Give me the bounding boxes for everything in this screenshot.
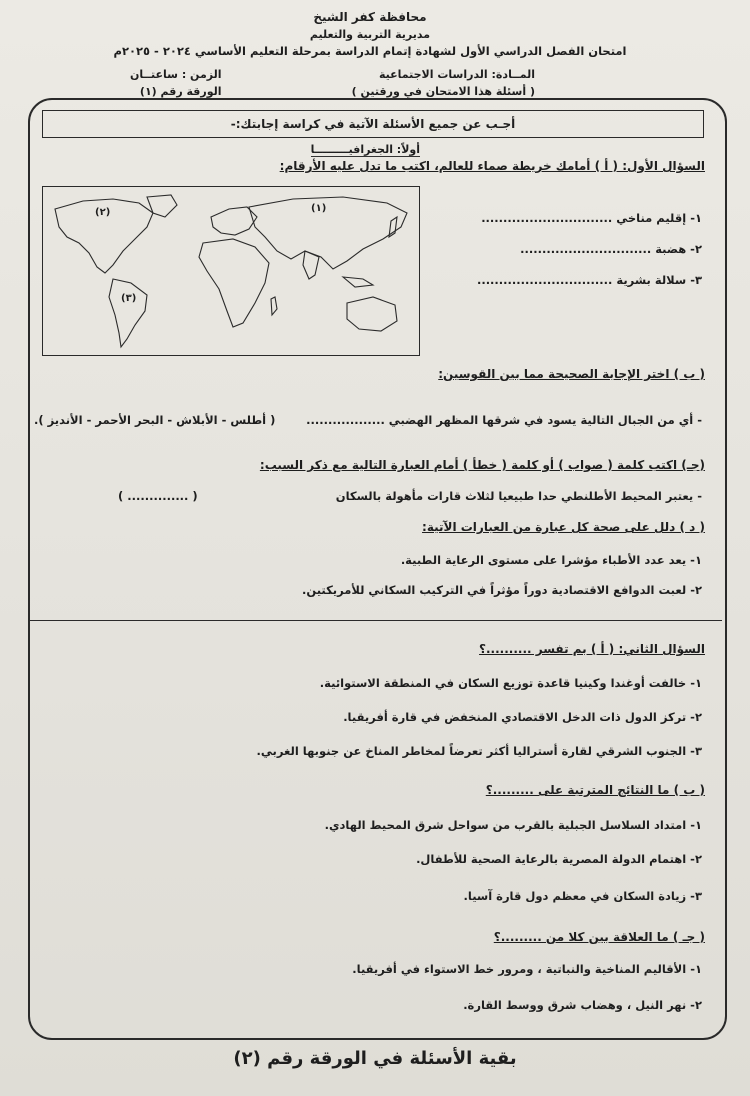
- exam-header: [220, 8, 520, 44]
- q1-item-2: ٢- هضبة ..............................: [520, 242, 702, 256]
- q2-b-item-2: ٢- اهتمام الدولة المصرية بالرعاية الصحية للأطفال.: [416, 852, 702, 866]
- exam-title: امتحان الفصل الدراسي الأول لشهادة إتمام الدراسة بمرحلة التعليم الأساسي ٢٠٢٤ - ٢٠٢٥م: [113, 44, 627, 58]
- map-label-2: (٢): [95, 207, 111, 218]
- world-map: [42, 186, 420, 356]
- governorate-label: محافظة كفر الشيخ: [313, 10, 427, 24]
- q1-item-1: ١- إقليم مناخي ..............................: [481, 211, 702, 225]
- q1-c-title: (جـ) اكتب كلمة ( صواب ) أو كلمة ( خطأ ) أمام العبارة التالية مع ذكر السبب:: [259, 458, 705, 472]
- q2-a-item-2: ٢- تركز الدول ذات الدخل الاقتصادي المنخفض في قارة أفريقيا.: [343, 710, 702, 724]
- section-label: أولاً: الجغرافيـــــــــا: [310, 143, 420, 156]
- q1-d-item-2: ٢- لعبت الدوافع الاقتصادية دوراً مؤثراً في التركيب السكاني للأمريكتين.: [301, 583, 702, 597]
- q2-c-item-1: ١- الأقاليم المناخية والنباتية ، ومرور خط الاستواء في أفريقيا.: [352, 962, 702, 976]
- q2-b-title: ( ب ) ما النتائج المترتبة على .........؟: [485, 783, 705, 797]
- q2-title: السؤال الثاني: ( أ ) بم تفسر ..........؟: [479, 642, 705, 656]
- q2-c-item-2: ٢- نهر النيل ، وهضاب شرق ووسط القارة.: [463, 998, 702, 1012]
- subject-label: المــادة: الدراسات الاجتماعية: [378, 68, 535, 81]
- q2-b-item-1: ١- امتداد السلاسل الجبلية بالقرب من سواحل شرق المحيط الهادي.: [324, 818, 702, 832]
- map-label-1: (١): [311, 203, 327, 214]
- q1-d-title: ( د ) دلل على صحة كل عبارة من العبارات الآتية:: [422, 520, 705, 534]
- map-label-3: (٣): [121, 293, 137, 304]
- q2-a-item-3: ٣- الجنوب الشرقي لقارة أستراليا أكثر تعرضاً لمخاطر المناخ عن جنوبها الغربي.: [256, 744, 702, 758]
- q1-b-item: - أي من الجبال التالية يسود في شرقها المظهر الهضبي ..................: [306, 413, 702, 427]
- q1-c-item: - يعتبر المحيط الأطلنطي حدا طبيعيا لثلاث قارات مأهولة بالسكان: [335, 489, 702, 503]
- q1-c-blank: ( .............. ): [118, 489, 198, 503]
- q2-c-title: ( جـ ) ما العلاقة بين كلا من .........؟: [493, 930, 705, 944]
- instruction-box: أجـب عن جميع الأسئلة الآتية في كراسة إجابتك:-: [42, 110, 704, 138]
- page-number-label: الورقة رقم (١): [139, 85, 222, 98]
- time-label: الزمن : ساعتــان: [130, 68, 222, 81]
- q1-d-item-1: ١- يعد عدد الأطباء مؤشرا على مستوى الرعاية الطبية.: [400, 553, 702, 567]
- question-divider: [30, 620, 722, 621]
- q1-item-3: ٣- سلالة بشرية ...............................: [476, 273, 702, 287]
- q1-b-options: ( أطلس - الأبلاش - البحر الأحمر - الأنديز ).: [34, 413, 276, 427]
- pages-note: ( أسئلة هذا الامتحان في ورقتين ): [351, 85, 535, 98]
- q1-b-title: ( ب ) اختر الإجابة الصحيحة مما بين القوسين:: [438, 367, 705, 381]
- q2-b-item-3: ٣- زيادة السكان في معظم دول قارة آسيا.: [463, 889, 702, 903]
- q1-title: السؤال الأول: ( أ ) أمامك خريطة صماء للعالم، اكتب ما تدل عليه الأرقام:: [279, 159, 705, 173]
- footer-note: بقية الأسئلة في الورقة رقم (٢): [233, 1048, 517, 1069]
- directorate-label: مديرية التربية والتعليم: [309, 28, 431, 41]
- time-block: [130, 66, 222, 100]
- q2-a-item-1: ١- خالفت أوغندا وكينيا قاعدة توزيع السكان في المنطقة الاستوائية.: [319, 676, 702, 690]
- subject-block: [352, 66, 535, 100]
